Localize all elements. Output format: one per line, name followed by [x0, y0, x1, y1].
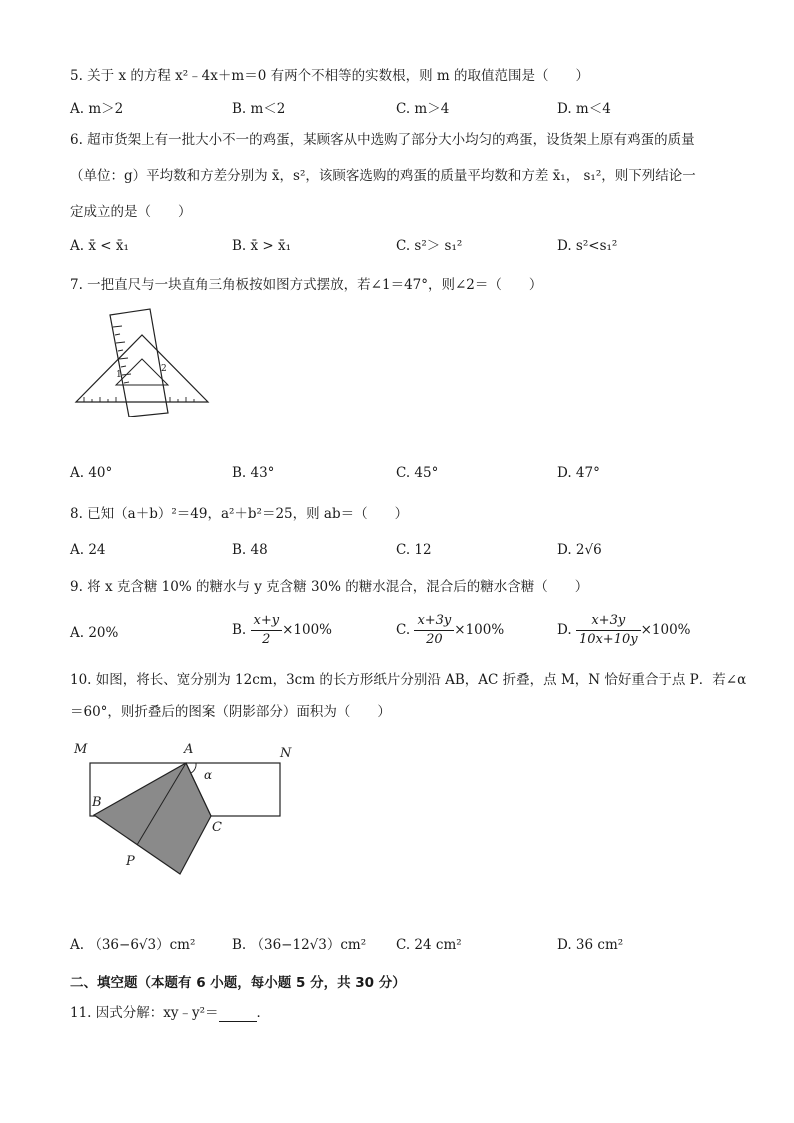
q9-stem: 9. 将 x 克含糖 10% 的糖水与 y 克含糖 30% 的糖水混合，混合后的糖水含糖（ ） [70, 579, 589, 595]
q11-stem-end: ． [256, 1005, 271, 1021]
q10-label-c: C [212, 820, 222, 835]
q9-option-d-suffix: ×100% [640, 622, 691, 638]
q9-option-b-prefix: B. [232, 622, 247, 638]
q10-label-m: M [74, 742, 88, 757]
q10-folded-paper-figure [70, 737, 300, 877]
q6-stem-line1: 6. 超市货架上有一批大小不一的鸡蛋，某顾客从中选购了部分大小均匀的鸡蛋，设货架上原有鸡蛋的质量 [70, 132, 695, 148]
q10-option-a: A. （36−6√3）cm² [70, 937, 196, 953]
q6-option-d: D. s²<s₁² [557, 238, 618, 254]
q8-option-a: A. 24 [70, 542, 106, 558]
q9-option-b-suffix: ×100% [282, 622, 333, 638]
q11-stem [70, 1004, 270, 1022]
q9-option-c-numerator: x+3y [414, 612, 454, 631]
q7-option-b: B. 43° [232, 465, 275, 481]
q10-label-p: P [126, 854, 135, 869]
q5-option-a: A. m＞2 [70, 101, 124, 117]
q10-label-b: B [92, 795, 102, 810]
q9-option-b [232, 612, 332, 649]
q10-label-n: N [280, 746, 292, 761]
q5-option-c: C. m＞4 [396, 101, 450, 117]
q5-stem: 5. 关于 x 的方程 x²﹣4x＋m＝0 有两个不相等的实数根，则 m 的取值范围是（ ） [70, 68, 589, 84]
q10-label-alpha: α [204, 768, 213, 782]
q10-option-c: C. 24 cm² [396, 937, 462, 953]
q8-stem: 8. 已知（a＋b）²＝49，a²＋b²＝25，则 ab＝（ ） [70, 506, 409, 522]
q11-answer-blank[interactable] [219, 1007, 257, 1022]
q10-stem-line2: ＝60°，则折叠后的图案（阴影部分）面积为（ ） [70, 704, 391, 720]
q7-ruler-triangle-figure [70, 305, 215, 417]
q9-option-d-denominator: 10x+10y [578, 632, 638, 647]
q8-option-b: B. 48 [232, 542, 268, 558]
q9-option-c-fraction [414, 612, 454, 649]
q9-option-d-numerator: x+3y [576, 612, 641, 631]
q7-option-d: D. 47° [557, 465, 600, 481]
q7-angle-1-label: 1 [116, 370, 122, 380]
q6-option-a: A. x̄ < x̄₁ [70, 238, 129, 254]
q9-option-b-denominator: 2 [262, 632, 271, 647]
q5-option-b: B. m＜2 [232, 101, 286, 117]
q6-stem-line3: 定成立的是（ ） [70, 204, 192, 220]
q6-option-c: C. s²＞ s₁² [396, 238, 463, 254]
q9-option-c [396, 612, 504, 649]
q10-option-b: B. （36−12√3）cm² [232, 937, 367, 953]
q9-option-b-numerator: x+y [251, 612, 283, 631]
q9-option-a: A. 20% [70, 625, 119, 641]
q9-option-d-prefix: D. [557, 622, 572, 638]
q6-option-b: B. x̄ > x̄₁ [232, 238, 292, 254]
q9-option-b-fraction [251, 612, 283, 649]
q8-option-c: C. 12 [396, 542, 432, 558]
q8-option-d: D. 2√6 [557, 542, 602, 558]
q9-option-c-suffix: ×100% [454, 622, 505, 638]
q9-option-c-prefix: C. [396, 622, 411, 638]
q6-stem-line2: （单位：g）平均数和方差分别为 x̄，s²，该顾客选购的鸡蛋的质量平均数和方差 x̄₁， s₁²，则下列结论一 [70, 168, 696, 184]
q9-option-c-denominator: 20 [426, 632, 443, 647]
section-2-title: 二、填空题（本题有 6 小题，每小题 5 分，共 30 分） [70, 975, 406, 991]
q9-option-d-fraction [576, 612, 641, 649]
q10-label-a: A [184, 742, 194, 757]
q7-angle-2-label: 2 [161, 364, 167, 374]
q11-stem-text: 11. 因式分解：xy﹣y²＝ [70, 1005, 219, 1021]
q9-option-d [557, 612, 691, 649]
q7-option-c: C. 45° [396, 465, 439, 481]
q7-option-a: A. 40° [70, 465, 113, 481]
q7-stem: 7. 一把直尺与一块直角三角板按如图方式摆放，若∠1＝47°，则∠2＝（ ） [70, 277, 543, 293]
q10-stem-line1: 10. 如图，将长、宽分别为 12cm，3cm 的长方形纸片分别沿 AB，AC 折叠，点 M，N 恰好重合于点 P．若∠α [70, 672, 747, 688]
q5-option-d: D. m＜4 [557, 101, 611, 117]
q10-option-d: D. 36 cm² [557, 937, 624, 953]
